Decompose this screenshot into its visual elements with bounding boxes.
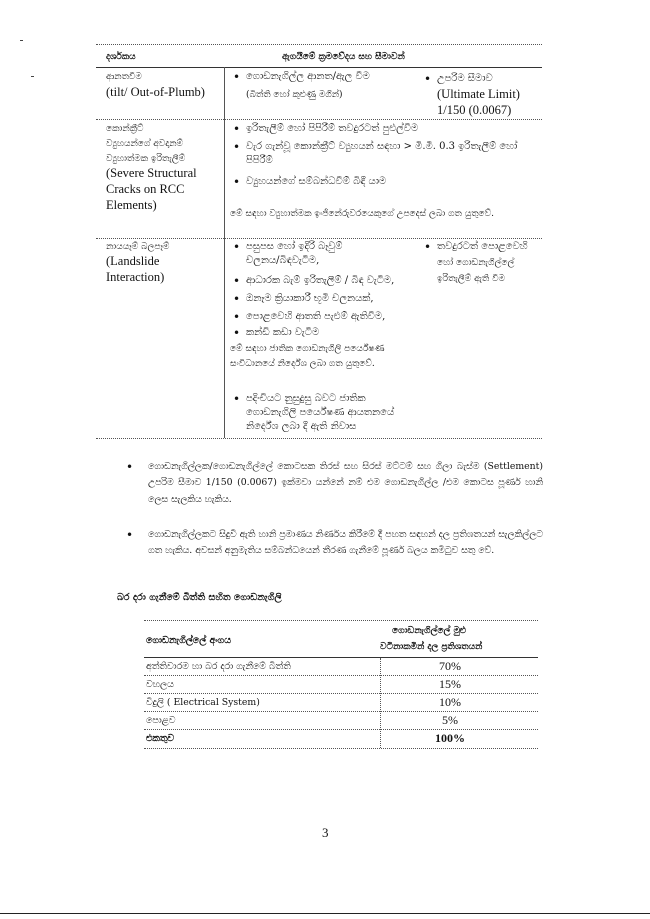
row-landslide-note: මේ සඳහා ජාතික ගොඩනැගිලි පර්යේෂණ සංවිධානයේ නිර්දේශ ලබා ගත යුතුවේ. [230,344,385,369]
row-landslide-method-1: • පසුපස හෝ ඉදිරි බෑවුම් චලනය/බිඳවැටීම, [246,240,376,268]
row-tilt-limit-value: 1/150 (0.0067) [437,103,512,117]
row-crack-indicator-si-2: ව්‍යුහයන්ගේ අවදානම් [106,139,184,149]
bullet-icon: • [126,528,134,542]
bullet-icon: • [126,460,134,474]
row-tilt-method-sub: (බිත්ති හෝ කුළුණු මගින්) [246,90,343,100]
row-landslide-method-3: • ඔනෑම ක්‍රියාකාරී භූමි චලනයක්, [246,292,426,306]
pct-header-col1: ගොඩනැගිල්ලේ අංගය [146,635,231,646]
page-number: 3 [322,825,329,840]
row-tilt-indicator-en: (tilt/ Out-of-Plumb) [106,85,205,99]
paragraph-text: ගොඩනැගිල්ලක/ගොඩනැගිල්ලේ කොටසක තිරස් සහ සිරස් මට්ටම් සහ ගිලා බැස්ම (Settlement) උපරිම සීමාව 1/150 (0.0067) ඉක්මවා යන්නේ නම් එම ගොඩනැගිල්ල /එම කොටස පූර්ණ හානි ලෙස සැලකිය හැකිය. [148,461,543,505]
pct-part: අත්තිවාරම හා බර දරා ගැනීමේ බිත්ති [146,661,291,672]
row-crack-indicator-si-1: කොන්ක්‍රීට් [106,124,144,134]
pct-value: 10% [439,695,461,709]
table-row [144,712,538,729]
paragraph-settlement [126,459,543,508]
row-crack-indicator-en-1: (Severe Structural [106,166,197,180]
pct-part: විදුලි ( Electrical System) [146,697,260,708]
row-landslide-indicator-en-1: (Landslide [106,254,160,268]
row-tilt-limit-en: (Ultimate Limit) [437,87,520,101]
row-tilt-limit: • උපරිම සීමාව [437,72,493,86]
row-crack-method-3: • ව්‍යුහයන්ගේ සම්බන්ධවීම් බිඳී යාම [246,175,526,189]
row-crack-method-2: • වැර ගැන්වූ කොන්ක්‍රීට් ව්‍යුහයන් සඳහා > මි.මී. 0.3 ඉරිතැලීම් හෝ පිපිරීම් [246,140,526,168]
pct-value: 5% [442,713,458,727]
pct-value: 15% [439,677,461,691]
pct-value: 70% [439,659,461,673]
limits-header-col1: දර්ශකය [106,52,136,62]
bottom-rule [0,913,650,914]
row-crack-indicator-si-3: ව්‍යුහාත්මක ඉරිතැලීම් [106,154,186,164]
table-row [144,676,538,693]
row-landslide-indicator-en-2: Interaction) [106,270,165,284]
row-landslide-method-2: • ආධාරක බැම් ඉරිතැලීම් / බිඳ වැටීම, [246,274,426,288]
row-crack-note: මේ සඳහා ව්‍යුහාත්මක ඉංජිනේරුවරයෙකුගේ උපදෙස් ලබා ගත යුතුවේ. [230,209,494,219]
row-crack-method-1: • ඉරිතැලීම් හෝ පිපිරීම් තවදුරටත් පුළුල්වීම [246,122,536,136]
paragraph-text: ගොඩනැගිල්ලකට සිදුවී ඇති හානි ප්‍රමාණය නිර්ණය කිරීමේ දී පහත සඳහන් දල ප්‍රතිශතයන් සැලකිල්ලට ගත හැකිය. අවසන් අනුමැතිය සම්බන්ධයෙන් තීරණ ගැනීමේ පූර්ණ බලය කමිටුව සතු වේ. [148,529,543,557]
row-landslide-limit-3: ඉරිතැලීම් ඇති වීම [437,274,506,284]
row-tilt-method: • ගොඩනැගිල්ල ආනත/ඇල වීම [246,70,370,84]
scan-mark [31,76,34,77]
row-landslide-method-extra: • පදිංචියට නුසුදුසු බවට ජාතික ගොඩනැගිලි පර්යේෂණ ආයතනයේ නිර්දේශ ලබා දී ඇති නිවාස [246,392,416,434]
pct-value: 100% [435,731,465,745]
table-row-total [144,730,538,747]
section-title: බර දරා ගැනීමේ බිත්ති සහිත ගොඩනැගිලි [117,592,282,603]
scan-mark [20,40,23,41]
row-landslide-limit-2: හෝ ගොඩනැගිල්ලේ [437,258,515,268]
row-crack-indicator-en-2: Cracks on RCC [106,182,185,196]
row-landslide-limit-1: • තවදුරටත් පොළවෙහි [437,240,528,254]
row-landslide-method-5: • කන්ඩි කඩා වැටීම [246,326,426,340]
pct-header-col2-line1: ගොඩනැගිල්ලේ මුළු [392,626,467,636]
pct-part: පොළව [146,715,176,726]
paragraph-damage-assessment [126,527,543,560]
pct-part: එකතුව [146,733,175,744]
row-landslide-method-4: • පොළවෙහි ආතති පැළුම් ඇතිවීම, [246,310,426,324]
row-crack-indicator-en-3: Elements) [106,198,157,212]
limits-header-col2: ඇගයීමේ ක්‍රමවේදය සහ සීමාවන් [282,52,405,62]
table-row [144,694,538,711]
pct-part: වහලය [146,679,174,690]
table-row [144,658,538,675]
row-tilt-indicator-si: ආනතවීම [106,72,142,82]
row-landslide-indicator-si: නායයෑම් බලපෑම් [106,242,170,252]
pct-header-col2-line2: වටිනාකමින් දල ප්‍රතිශතයන් [380,642,483,652]
